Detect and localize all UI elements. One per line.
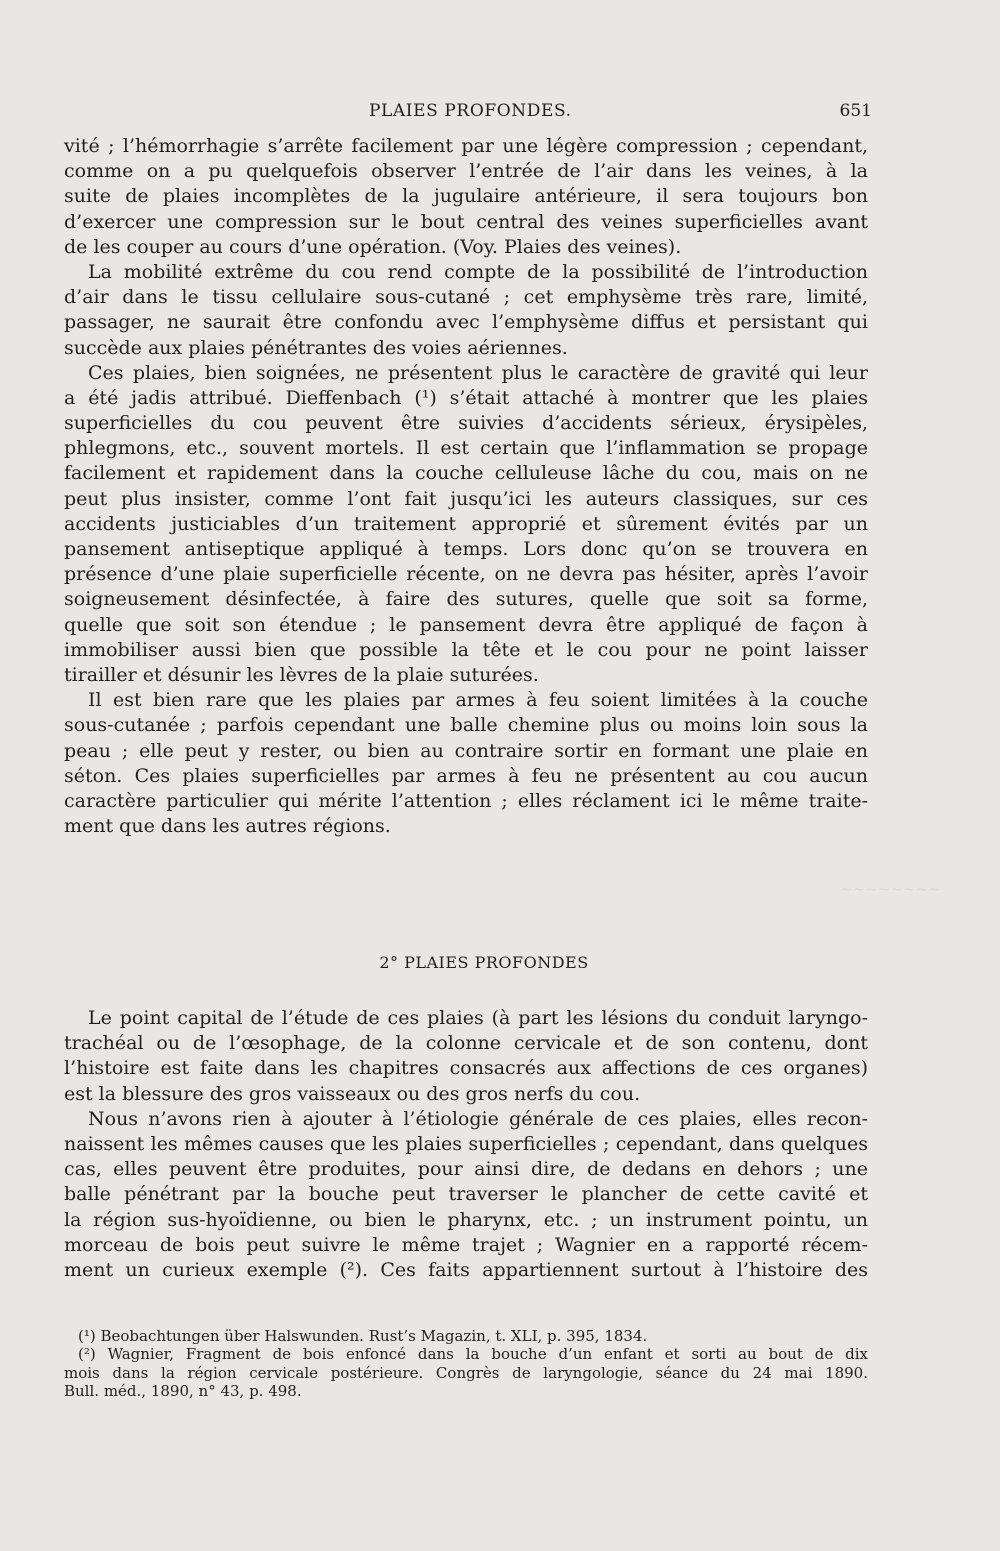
text-line: soigneusement désinfectée, à faire des sutures, quelle que soit sa forme,	[64, 588, 868, 611]
text-line: facilement et rapidement dans la couche celluleuse lâche du cou, mais on ne	[64, 462, 868, 485]
text-line: Il est bien rare que les plaies par armes à feu soient limitées à la couche	[88, 689, 868, 712]
text-line: immobiliser aussi bien que possible la tête et le cou pour ne point laisser	[64, 638, 868, 661]
text-line: peau ; elle peut y rester, ou bien au contraire sortir en formant une plaie en	[64, 739, 868, 762]
text-line: Le point capital de l’étude de ces plaies (à part les lésions du conduit laryngo-	[88, 1007, 868, 1029]
text-line: naissent les mêmes causes que les plaies superficielles ; cependant, dans quelques	[64, 1132, 868, 1155]
section-heading: 2° PLAIES PROFONDES	[379, 953, 589, 972]
text-line: phlegmons, etc., souvent mortels. Il est certain que l’inflammation se propage	[64, 437, 868, 460]
text-line: ment un curieux exemple (²). Ces faits appartiennent surtout à l’histoire des	[64, 1258, 868, 1281]
text-line: quelle que soit son étendue ; le pansement devra être appliqué de façon à	[64, 613, 868, 636]
show-through-texture: ~~~~~~~~	[840, 880, 941, 898]
text-line: a été jadis attribué. Dieffenbach (¹) s’était attaché à montrer que les plaies	[64, 386, 868, 409]
text-line: suite de plaies incomplètes de la jugulaire antérieure, il sera toujours bon	[64, 185, 868, 208]
footnotes	[64, 1327, 868, 1401]
section-2-text	[64, 1006, 868, 1283]
text-line: ment que dans les autres régions.	[64, 815, 391, 838]
footnote-1: (¹) Beobachtungen über Halswunden. Rust’s Magazin, t. XLI, p. 395, 1834.	[78, 1327, 648, 1345]
section-1-text	[64, 134, 868, 839]
text-line: La mobilité extrême du cou rend compte de la possibilité de l’introduction	[88, 260, 868, 283]
text-line: la région sus-hyoïdienne, ou bien le pharynx, etc. ; un instrument pointu, un	[64, 1208, 868, 1231]
text-line: trachéal ou de l’œsophage, de la colonne cervicale et de son contenu, dont	[64, 1032, 868, 1055]
text-line: passager, ne saurait être confondu avec l’emphysème diffus et persistant qui	[64, 311, 868, 334]
text-line: l’histoire est faite dans les chapitres consacrés aux affections de ces organes)	[64, 1057, 868, 1080]
text-line: Ces plaies, bien soignées, ne présentent plus le caractère de gravité qui leur	[88, 361, 868, 384]
text-line: cas, elles peuvent être produites, pour ainsi dire, de dedans en dehors ; une	[64, 1158, 868, 1181]
text-line: accidents justiciables d’un traitement approprié et sûrement évités par un	[64, 512, 868, 535]
footnote-2: (²) Wagnier, Fragment de bois enfoncé dans la bouche d’un enfant et sorti au bout de dix	[78, 1345, 868, 1364]
text-line: présence d’une plaie superficielle récente, on ne devra pas hésiter, après l’avoir	[64, 563, 868, 586]
text-line: est la blessure des gros vaisseaux ou des gros nerfs du cou.	[64, 1082, 641, 1105]
text-line: vité ; l’hémorrhagie s’arrête facilement par une légère compression ; cependant,	[64, 135, 868, 157]
footnote-2-continued: Bull. méd., 1890, n° 43, p. 498.	[64, 1382, 302, 1401]
text-line: séton. Ces plaies superficielles par armes à feu ne présentent au cou aucun	[64, 764, 868, 787]
running-title: PLAIES PROFONDES.	[369, 101, 572, 121]
text-line: peut plus insister, comme l’ont fait jusqu’ici les auteurs classiques, sur ces	[64, 487, 868, 510]
text-line: comme on a pu quelquefois observer l’entrée de l’air dans les veines, à la	[64, 160, 868, 183]
text-line: pansement antiseptique appliqué à temps. Lors donc qu’on se trouvera en	[64, 538, 868, 560]
text-line: de les couper au cours d’une opération. (Voy. Plaies des veines).	[64, 235, 682, 258]
text-line: caractère particulier qui mérite l’attention ; elles réclament ici le même traite-	[64, 789, 868, 812]
page-number: 651	[839, 101, 872, 121]
footnote-2-continued: mois dans la région cervicale postérieure. Congrès de laryngologie, séance du 24 mai 1890.	[64, 1363, 868, 1382]
text-line: tirailler et désunir les lèvres de la plaie suturées.	[64, 663, 539, 686]
text-line: morceau de bois peut suivre le même trajet ; Wagnier en a rapporté récem-	[64, 1233, 868, 1256]
text-line: succède aux plaies pénétrantes des voies aériennes.	[64, 336, 568, 359]
text-line: sous-cutanée ; parfois cependant une balle chemine plus ou moins loin sous la	[64, 714, 868, 737]
text-line: d’exercer une compression sur le bout central des veines superficielles avant	[64, 210, 868, 233]
text-line: superficielles du cou peuvent être suivies d’accidents sérieux, érysipèles,	[64, 412, 868, 435]
text-line: balle pénétrant par la bouche peut traverser le plancher de cette cavité et	[64, 1183, 868, 1206]
text-line: Nous n’avons rien à ajouter à l’étiologie générale de ces plaies, elles recon-	[88, 1107, 868, 1130]
running-header	[64, 101, 872, 131]
text-line: d’air dans le tissu cellulaire sous-cutané ; cet emphysème très rare, limité,	[64, 286, 868, 309]
